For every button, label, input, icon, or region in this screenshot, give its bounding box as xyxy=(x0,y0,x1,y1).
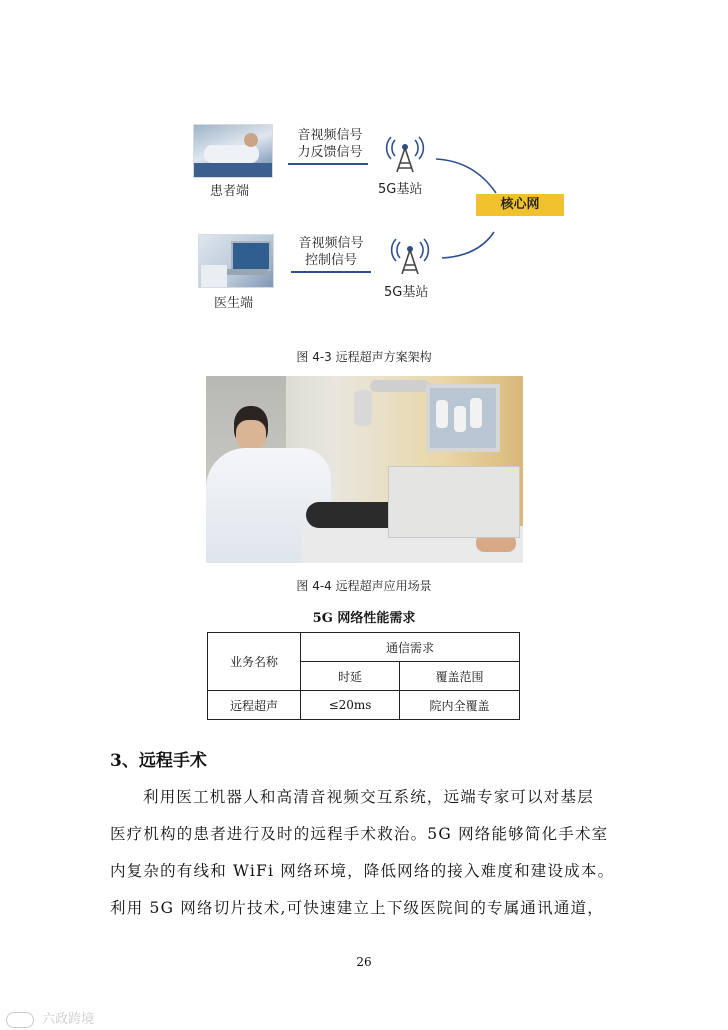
watermark-logo-icon xyxy=(6,1012,34,1028)
doctor-signals xyxy=(291,235,371,269)
table-row xyxy=(208,691,520,720)
antenna-tower-icon xyxy=(390,234,430,276)
body-line: 内复杂的有线和 WiFi 网络环境，降低网络的接入难度和建设成本。 xyxy=(110,862,615,880)
patient-signals xyxy=(290,127,370,161)
core-network-box: 核心网 xyxy=(476,194,564,216)
header-business-name: 业务名称 xyxy=(208,633,301,691)
signal-av: 音视频信号 xyxy=(298,236,364,251)
body-line: 医疗机构的患者进行及时的远程手术救治。5G 网络能够简化手术室 xyxy=(110,825,609,843)
doctor-signal-line xyxy=(291,271,371,273)
signal-control: 控制信号 xyxy=(304,253,357,268)
body-line: 利用医工机器人和高清音视频交互系统，远端专家可以对基层 xyxy=(143,788,594,806)
cell-coverage: 院内全覆盖 xyxy=(400,691,520,720)
table-title: 5G 网络性能需求 xyxy=(312,611,416,626)
base-station-top-label: 5G基站 xyxy=(378,182,423,197)
page-number: 26 xyxy=(356,955,372,969)
cell-latency: ≤20ms xyxy=(301,691,400,720)
watermark xyxy=(6,1008,94,1028)
patient-image xyxy=(193,124,273,178)
network-requirements-table xyxy=(207,632,520,720)
figure-caption-4-4: 图 4-4 远程超声应用场景 xyxy=(296,579,432,593)
base-station-bottom-label: 5G基站 xyxy=(384,285,429,300)
doctor-image xyxy=(198,234,274,288)
body-line: 利用 5G 网络切片技术,可快速建立上下级医院间的专属通讯通道， xyxy=(110,899,604,917)
figure-caption-4-3: 图 4-3 远程超声方案架构 xyxy=(296,350,432,364)
header-comm-requirement: 通信需求 xyxy=(301,633,520,662)
header-latency: 时延 xyxy=(301,662,400,691)
patient-signal-line xyxy=(288,163,368,165)
connector-bottom xyxy=(440,226,500,262)
header-coverage: 覆盖范围 xyxy=(400,662,520,691)
patient-label: 患者端 xyxy=(210,184,250,199)
signal-force-feedback: 力反馈信号 xyxy=(297,145,363,160)
section-heading: 3、远程手术 xyxy=(110,751,207,771)
watermark-text: 六政跨境 xyxy=(42,1012,95,1027)
ultrasound-scene-photo xyxy=(206,376,523,563)
section-body xyxy=(110,779,620,927)
cell-business: 远程超声 xyxy=(208,691,301,720)
signal-av: 音视频信号 xyxy=(297,128,363,143)
antenna-tower-icon xyxy=(385,132,425,174)
doctor-label: 医生端 xyxy=(214,296,254,311)
